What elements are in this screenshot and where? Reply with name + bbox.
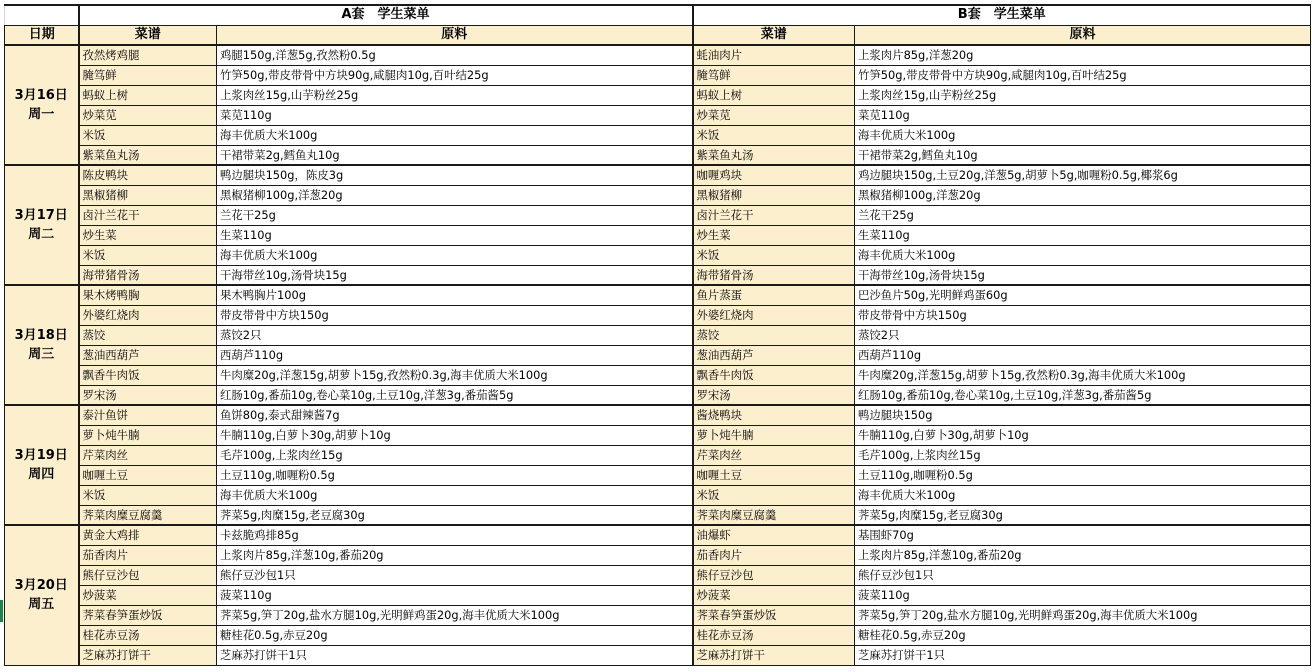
b-dish-cell[interactable]: 紫菜鱼丸汤 [693,145,855,165]
table-row [5,285,1311,305]
b-ingredients-cell[interactable]: 海丰优质大米100g [855,245,1311,265]
a-ingredients-cell[interactable]: 生菜110g [217,225,693,245]
table-row [5,365,1311,385]
a-dish-cell[interactable]: 罗宋汤 [79,385,217,405]
b-dish-cell[interactable]: 酱烧鸭块 [693,405,855,425]
table-row [5,225,1311,245]
a-dish-cell[interactable]: 炒菠菜 [79,585,217,605]
a-dish-cell[interactable]: 黑椒猪柳 [79,185,217,205]
b-dish-cell[interactable]: 罗宋汤 [693,385,855,405]
a-dish-cell[interactable]: 炒生菜 [79,225,217,245]
a-ingredients-cell[interactable]: 菠菜110g [217,585,693,605]
b-dish-cell[interactable]: 蚝油肉片 [693,45,855,65]
a-ingredients-cell[interactable]: 海丰优质大米100g [217,485,693,505]
a-dish-cell[interactable]: 米饭 [79,245,217,265]
table-row [5,565,1311,585]
table-row [5,85,1311,105]
day-weekday: 周三 [28,347,55,362]
a-dish-cell[interactable]: 荠菜春笋蛋炒饭 [79,605,217,625]
a-ingredients-cell[interactable]: 果木鸭胸片100g [217,285,693,305]
day-date-cell[interactable] [5,285,79,405]
b-dish-cell[interactable]: 炒生菜 [693,225,855,245]
b-dish-cell[interactable]: 黑椒猪柳 [693,185,855,205]
b-ingredients-cell[interactable]: 海丰优质大米100g [855,485,1311,505]
table-row [5,545,1311,565]
b-dish-cell[interactable]: 米饭 [693,485,855,505]
table-row [5,385,1311,405]
menu-table [4,4,1311,666]
b-dish-cell[interactable]: 飘香牛肉饭 [693,365,855,385]
a-dish-cell[interactable]: 果木烤鸭胸 [79,285,217,305]
a-ingredients-cell[interactable]: 鸭边腿块150g，陈皮3g [217,165,693,185]
b-ingredients-cell[interactable]: 上浆肉片85g,洋葱10g,番茄20g [855,545,1311,565]
day-weekday: 周四 [28,467,55,482]
day-date: 3月17日 [14,208,68,223]
b-ingredients-cell[interactable]: 上浆肉片85g,洋葱20g [855,45,1311,65]
a-dish-cell[interactable]: 黄金大鸡排 [79,525,217,545]
b-dish-cell[interactable]: 卤汁兰花干 [693,205,855,225]
header-row-sets [5,5,1311,25]
b-dish-cell[interactable]: 茄香肉片 [693,545,855,565]
day-date-cell[interactable] [5,45,79,165]
table-row [5,305,1311,325]
a-dish-cell[interactable]: 茄香肉片 [79,545,217,565]
table-row [5,485,1311,505]
a-dish-cell[interactable]: 腌笃鲜 [79,65,217,85]
a-dish-cell[interactable]: 飘香牛肉饭 [79,365,217,385]
a-ingredients-cell[interactable]: 毛芹100g,上浆肉丝15g [217,445,693,465]
table-row [5,525,1311,545]
a-dish-cell[interactable]: 海带猪骨汤 [79,265,217,285]
b-dish-header[interactable]: 菜谱 [693,25,855,45]
menu-table-body [5,5,1311,665]
date-header[interactable]: 日期 [5,25,79,45]
b-ingredients-cell[interactable]: 黑椒猪柳100g,洋葱20g [855,185,1311,205]
a-ingredients-cell[interactable]: 牛腩110g,白萝卜30g,胡萝卜10g [217,425,693,445]
a-ingredients-cell[interactable]: 鱼饼80g,泰式甜辣酱7g [217,405,693,425]
table-row [5,505,1311,525]
a-ingredients-cell[interactable]: 竹笋50g,带皮带骨中方块90g,咸腿肉10g,百叶结25g [217,65,693,85]
b-ingredients-cell[interactable]: 基围虾70g [855,525,1311,545]
day-date: 3月18日 [14,328,68,343]
b-ingredients-cell[interactable]: 土豆110g,咖喱粉0.5g [855,465,1311,485]
a-ingredients-cell[interactable]: 芝麻苏打饼干1只 [217,645,693,665]
a-ingredients-cell[interactable]: 兰花干25g [217,205,693,225]
b-dish-cell[interactable]: 咖喱鸡块 [693,165,855,185]
b-ingredients-cell[interactable]: 芝麻苏打饼干1只 [855,645,1311,665]
b-dish-cell[interactable]: 鱼片蒸蛋 [693,285,855,305]
b-dish-cell[interactable]: 萝卜炖牛腩 [693,425,855,445]
b-dish-cell[interactable]: 荠菜肉糜豆腐羹 [693,505,855,525]
header-corner-cell[interactable] [5,5,79,25]
a-ingredients-cell[interactable]: 鸡腿150g,洋葱5g,孜然粉0.5g [217,45,693,65]
a-dish-cell[interactable]: 熊仔豆沙包 [79,565,217,585]
b-ingredients-cell[interactable]: 荠菜5g,肉糜15g,老豆腐30g [855,505,1311,525]
b-ingredients-cell[interactable]: 蒸饺2只 [855,325,1311,345]
b-dish-cell[interactable]: 熊仔豆沙包 [693,565,855,585]
a-ingredients-cell[interactable]: 卡兹脆鸡排85g [217,525,693,545]
b-dish-cell[interactable]: 炒菠菜 [693,585,855,605]
b-dish-cell[interactable]: 米饭 [693,125,855,145]
b-ingredients-cell[interactable]: 菜苋110g [855,105,1311,125]
a-dish-cell[interactable]: 蚂蚁上树 [79,85,217,105]
b-dish-cell[interactable]: 腌笃鲜 [693,65,855,85]
set-b-title[interactable]: B套 学生菜单 [693,5,1311,25]
day-date-cell[interactable] [5,525,79,665]
b-ingredients-cell[interactable]: 干裙带菜2g,鳕鱼丸10g [855,145,1311,165]
set-a-title[interactable]: A套 学生菜单 [79,5,693,25]
day-weekday: 周五 [28,597,55,613]
a-ingredients-cell[interactable]: 带皮带骨中方块150g [217,305,693,325]
b-dish-cell[interactable]: 荠菜春笋蛋炒饭 [693,605,855,625]
b-ingredients-cell[interactable]: 毛芹100g,上浆肉丝15g [855,445,1311,465]
a-dish-cell[interactable]: 蒸饺 [79,325,217,345]
row-selection-edge [0,600,3,622]
a-ingredients-cell[interactable]: 上浆肉丝15g,山芋粉丝25g [217,85,693,105]
b-ingredients-cell[interactable]: 菠菜110g [855,585,1311,605]
b-ingredients-cell[interactable]: 糖桂花0.5g,赤豆20g [855,625,1311,645]
table-row [5,185,1311,205]
b-dish-cell[interactable]: 蚂蚁上树 [693,85,855,105]
a-ingredients-cell[interactable]: 荠菜5g,肉糜15g,老豆腐30g [217,505,693,525]
a-dish-cell[interactable]: 紫菜鱼丸汤 [79,145,217,165]
b-ingredients-cell[interactable]: 熊仔豆沙包1只 [855,565,1311,585]
b-dish-cell[interactable]: 油爆虾 [693,525,855,545]
a-ingredients-cell[interactable]: 干裙带菜2g,鳕鱼丸10g [217,145,693,165]
a-ingredients-cell[interactable]: 海丰优质大米100g [217,125,693,145]
table-row [5,105,1311,125]
table-row [5,605,1311,625]
a-ingredients-cell[interactable]: 糖桂花0.5g,赤豆20g [217,625,693,645]
a-dish-cell[interactable]: 卤汁兰花干 [79,205,217,225]
table-row [5,65,1311,85]
a-ingredients-cell[interactable]: 荠菜5g,笋丁20g,盐水方腿10g,光明鲜鸡蛋20g,海丰优质大米100g [217,605,693,625]
b-ingredients-cell[interactable]: 西葫芦110g [855,345,1311,365]
b-ingredients-cell[interactable]: 荠菜5g,笋丁20g,盐水方腿10g,光明鲜鸡蛋20g,海丰优质大米100g [855,605,1311,625]
b-dish-cell[interactable]: 外婆红烧肉 [693,305,855,325]
b-dish-cell[interactable]: 芹菜肉丝 [693,445,855,465]
a-ingredients-cell[interactable]: 黑椒猪柳100g,洋葱20g [217,185,693,205]
a-dish-cell[interactable]: 泰汁鱼饼 [79,405,217,425]
b-ingredients-cell[interactable]: 上浆肉丝15g,山芋粉丝25g [855,85,1311,105]
header-row-columns [5,25,1311,45]
table-row [5,125,1311,145]
a-dish-cell[interactable]: 芝麻苏打饼干 [79,645,217,665]
table-row [5,465,1311,485]
a-dish-cell[interactable]: 炒菜苋 [79,105,217,125]
b-ingredients-cell[interactable]: 竹笋50g,带皮带骨中方块90g,咸腿肉10g,百叶结25g [855,65,1311,85]
b-ingredients-cell[interactable]: 鸡边腿块150g,土豆20g,洋葱5g,胡萝卜5g,咖喱粉0.5g,椰浆6g [855,165,1311,185]
a-dish-cell[interactable]: 咖喱土豆 [79,465,217,485]
b-dish-cell[interactable]: 咖喱土豆 [693,465,855,485]
table-row [5,425,1311,445]
table-row [5,265,1311,285]
b-dish-cell[interactable]: 海带猪骨汤 [693,265,855,285]
b-ingredients-cell[interactable]: 带皮带骨中方块150g [855,305,1311,325]
a-ingredients-cell[interactable]: 干海带丝10g,汤骨块15g [217,265,693,285]
b-ingredients-cell[interactable]: 干海带丝10g,汤骨块15g [855,265,1311,285]
day-date: 3月16日 [14,88,68,103]
table-row [5,345,1311,365]
a-dish-cell[interactable]: 米饭 [79,485,217,505]
a-dish-cell[interactable]: 外婆红烧肉 [79,305,217,325]
a-ingredients-cell[interactable]: 红肠10g,番茄10g,卷心菜10g,土豆10g,洋葱3g,番茄酱5g [217,385,693,405]
a-ingredients-header[interactable]: 原料 [217,25,693,45]
a-ingredients-cell[interactable]: 菜苋110g [217,105,693,125]
day-weekday: 周一 [28,107,55,122]
table-row [5,165,1311,185]
b-ingredients-cell[interactable]: 牛肉糜20g,洋葱15g,胡萝卜15g,孜然粉0.3g,海丰优质大米100g [855,365,1311,385]
a-ingredients-cell[interactable]: 海丰优质大米100g [217,245,693,265]
table-row [5,445,1311,465]
b-ingredients-cell[interactable]: 兰花干25g [855,205,1311,225]
b-dish-cell[interactable]: 炒菜苋 [693,105,855,125]
table-row [5,325,1311,345]
b-ingredients-cell[interactable]: 牛腩110g,白萝卜30g,胡萝卜10g [855,425,1311,445]
b-ingredients-cell[interactable]: 巴沙鱼片50g,光明鲜鸡蛋60g [855,285,1311,305]
table-row [5,585,1311,605]
b-dish-cell[interactable]: 芝麻苏打饼干 [693,645,855,665]
b-dish-cell[interactable]: 桂花赤豆汤 [693,625,855,645]
a-dish-cell[interactable]: 葱油西葫芦 [79,345,217,365]
day-date: 3月20日 [14,578,68,594]
b-ingredients-cell[interactable]: 海丰优质大米100g [855,125,1311,145]
table-row [5,625,1311,645]
a-dish-cell[interactable]: 桂花赤豆汤 [79,625,217,645]
b-ingredients-cell[interactable]: 红肠10g,番茄10g,卷心菜10g,土豆10g,洋葱3g,番茄酱5g [855,385,1311,405]
a-dish-cell[interactable]: 陈皮鸭块 [79,165,217,185]
a-ingredients-cell[interactable]: 熊仔豆沙包1只 [217,565,693,585]
table-row [5,405,1311,425]
b-ingredients-header[interactable]: 原料 [855,25,1311,45]
a-ingredients-cell[interactable]: 牛肉糜20g,洋葱15g,胡萝卜15g,孜然粉0.3g,海丰优质大米100g [217,365,693,385]
a-ingredients-cell[interactable]: 上浆肉片85g,洋葱10g,番茄20g [217,545,693,565]
a-dish-cell[interactable]: 米饭 [79,125,217,145]
a-dish-cell[interactable]: 芹菜肉丝 [79,445,217,465]
table-row [5,645,1311,665]
b-dish-cell[interactable]: 蒸饺 [693,325,855,345]
a-ingredients-cell[interactable]: 蒸饺2只 [217,325,693,345]
b-ingredients-cell[interactable]: 鸭边腿块150g [855,405,1311,425]
b-dish-cell[interactable]: 葱油西葫芦 [693,345,855,365]
day-date-cell[interactable] [5,405,79,525]
day-date-cell[interactable] [5,165,79,285]
b-ingredients-cell[interactable]: 生菜110g [855,225,1311,245]
b-dish-cell[interactable]: 米饭 [693,245,855,265]
table-row [5,145,1311,165]
day-date: 3月19日 [14,448,68,463]
a-dish-header[interactable]: 菜谱 [79,25,217,45]
a-dish-cell[interactable]: 孜然烤鸡腿 [79,45,217,65]
a-ingredients-cell[interactable]: 土豆110g,咖喱粉0.5g [217,465,693,485]
a-ingredients-cell[interactable]: 西葫芦110g [217,345,693,365]
a-dish-cell[interactable]: 萝卜炖牛腩 [79,425,217,445]
a-dish-cell[interactable]: 荠菜肉糜豆腐羹 [79,505,217,525]
table-row [5,45,1311,65]
day-weekday: 周二 [28,227,55,242]
table-row [5,245,1311,265]
table-row [5,205,1311,225]
